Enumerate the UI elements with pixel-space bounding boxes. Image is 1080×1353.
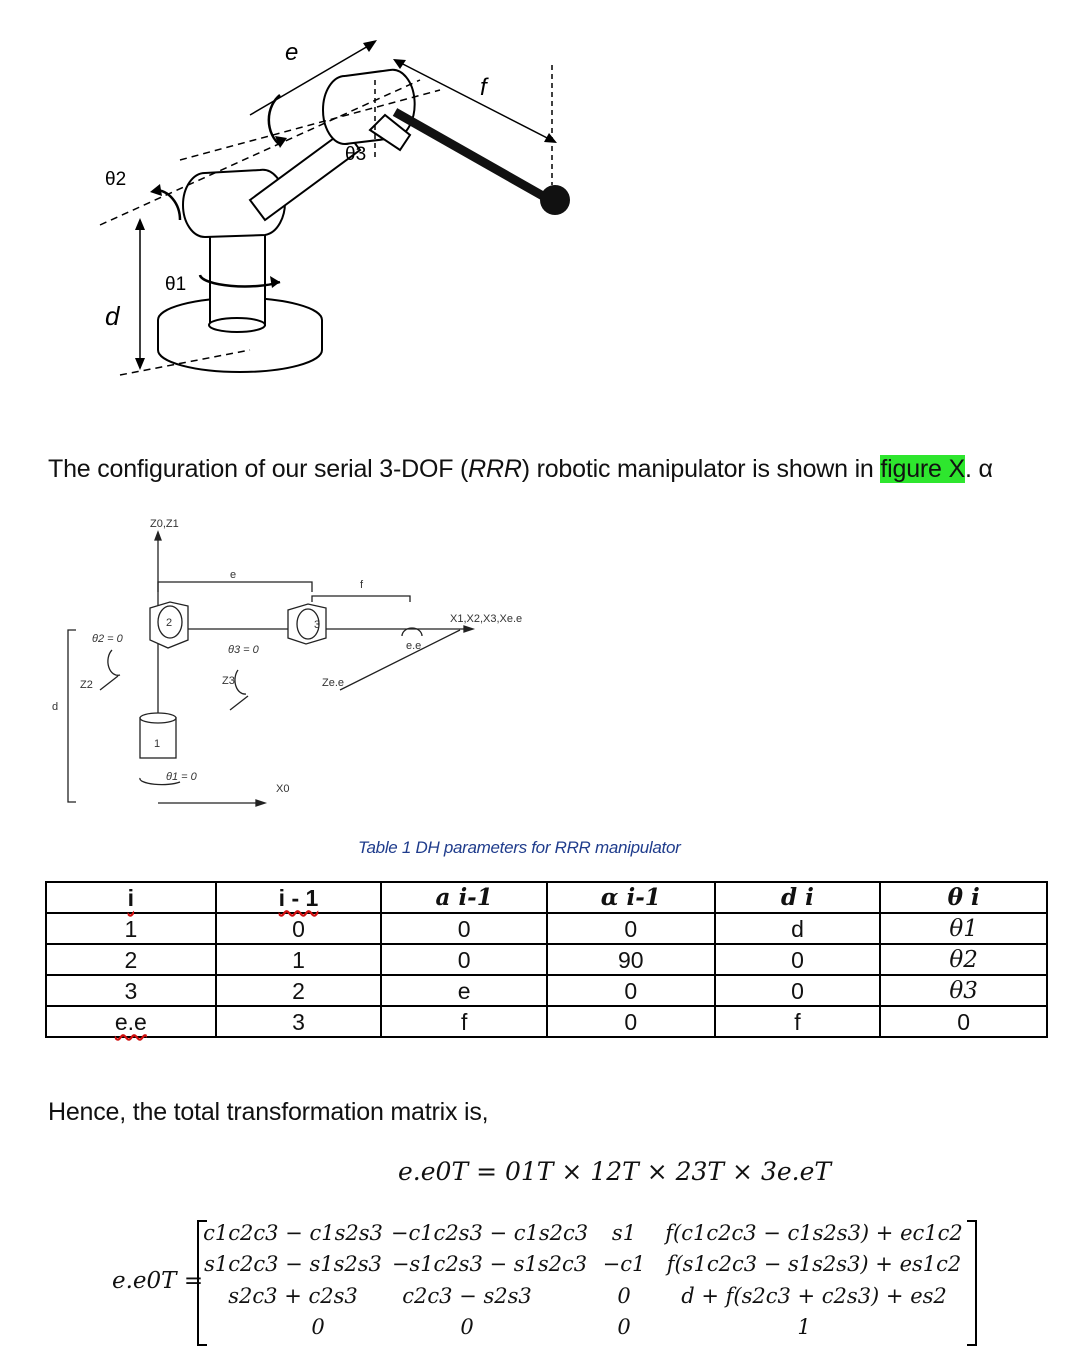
matrix-cell: s1c2c3 − s1s2s3 [204, 1252, 382, 1276]
intro-text-1: The configuration of our serial 3-DOF ( [48, 455, 469, 483]
header-alpha: α i-1 [547, 882, 715, 913]
label-ee: e.e [406, 640, 422, 652]
table-cell: 2 [46, 944, 216, 975]
label-f: f [480, 74, 487, 101]
table-cell: 1 [216, 944, 382, 975]
label-e: e [285, 39, 299, 66]
matrix-cell: d + f(s2c3 + c2s3) + es2 [681, 1284, 947, 1308]
label-d: d [105, 301, 120, 331]
dh-frame-diagram [40, 510, 600, 810]
table-cell: 3 [46, 975, 216, 1006]
label-z0z1: Z0,Z1 [150, 518, 179, 530]
label-x0: X0 [276, 783, 290, 795]
label-link3: 3 [314, 619, 321, 631]
header-d: d i [715, 882, 881, 913]
dh-parameter-table [45, 881, 1048, 1038]
table-cell: 2 [216, 975, 382, 1006]
intro-text-tail: . α [964, 455, 993, 483]
table-cell: 0 [381, 913, 547, 944]
header-theta: θ i [880, 882, 1047, 913]
table-row [46, 913, 1047, 944]
total-transformation-matrix [197, 1218, 977, 1346]
matrix-cell: −c1c2s3 − c1s2c3 [390, 1221, 589, 1245]
label-zee: Ze.e [322, 677, 345, 689]
matrix-cell: 1 [797, 1315, 811, 1339]
label-z3: Z3 [222, 675, 235, 687]
label-e-frame: e [230, 569, 237, 581]
table-row [46, 975, 1047, 1006]
figure-reference-highlight: figure X [880, 455, 965, 483]
matrix-cell: s1 [611, 1221, 637, 1245]
matrix-cell: 0 [460, 1315, 474, 1339]
header-i-minus-1: i - 1 [216, 882, 382, 913]
transform-product-equation: e.e0T = 01T × 12T × 23T × 3e.eT [398, 1157, 832, 1186]
robot-arm-sketch [80, 20, 620, 390]
table-cell: 3 [216, 1006, 382, 1037]
intro-text-2: ) robotic manipulator is shown in [521, 455, 881, 483]
table-cell: 0 [715, 975, 881, 1006]
matrix-cell: 0 [311, 1315, 325, 1339]
table-cell: 1 [46, 913, 216, 944]
table-cell: e.e [46, 1006, 216, 1037]
label-theta1: θ1 [165, 274, 187, 295]
matrix-cell: s2c3 + c2s3 [228, 1284, 358, 1308]
label-theta1-zero: θ1 = 0 [166, 771, 197, 783]
label-x-axes: X1,X2,X3,Xe.e [450, 613, 523, 625]
table-cell: 0 [381, 944, 547, 975]
table-cell: θ2 [880, 944, 1047, 975]
table-caption: Table 1 DH parameters for RRR manipulator [358, 838, 681, 857]
label-theta3: θ3 [345, 144, 367, 165]
table-row [46, 1006, 1047, 1037]
table-cell: e [381, 975, 547, 1006]
matrix-cell: c2c3 − s2s3 [402, 1284, 532, 1308]
label-link2: 2 [166, 617, 173, 629]
table-cell: 90 [547, 944, 715, 975]
label-theta3-zero: θ3 = 0 [228, 644, 259, 656]
label-d-frame: d [52, 701, 59, 713]
matrix-cell: 0 [617, 1284, 631, 1308]
table-cell: 0 [547, 975, 715, 1006]
label-theta2-zero: θ2 = 0 [92, 633, 123, 645]
matrix-lhs: e.e0T = [112, 1268, 204, 1294]
matrix-cell: 0 [617, 1315, 631, 1339]
table-cell: 0 [880, 1006, 1047, 1037]
matrix-cell: f(s1c2c3 − s1s2s3) + es1c2 [666, 1252, 962, 1276]
header-a: a i-1 [381, 882, 547, 913]
table-header-row [46, 882, 1047, 913]
table-cell: θ1 [880, 913, 1047, 944]
header-i: i [46, 882, 216, 913]
table-cell: θ3 [880, 975, 1047, 1006]
matrix-cell: −s1c2s3 − s1s2c3 [391, 1252, 588, 1276]
intro-text-rrr: RRR [468, 455, 522, 483]
label-theta2: θ2 [105, 169, 127, 190]
label-f-frame: f [360, 579, 364, 591]
table-cell: 0 [216, 913, 382, 944]
label-link1: 1 [154, 738, 161, 750]
table-cell: 0 [547, 1006, 715, 1037]
matrix-cell: c1c2c3 − c1s2s3 [203, 1221, 383, 1245]
table-row [46, 944, 1047, 975]
table-cell: d [715, 913, 881, 944]
matrix-intro-text: Hence, the total transformation matrix is, [48, 1098, 489, 1126]
table-cell: 0 [715, 944, 881, 975]
table-cell: f [715, 1006, 881, 1037]
matrix-cell: −c1 [602, 1252, 646, 1276]
table-cell: f [381, 1006, 547, 1037]
matrix-cell: f(c1c2c3 − c1s2s3) + ec1c2 [665, 1221, 963, 1245]
table-cell: 0 [547, 913, 715, 944]
intro-paragraph [48, 454, 1058, 484]
label-z2: Z2 [80, 679, 93, 691]
